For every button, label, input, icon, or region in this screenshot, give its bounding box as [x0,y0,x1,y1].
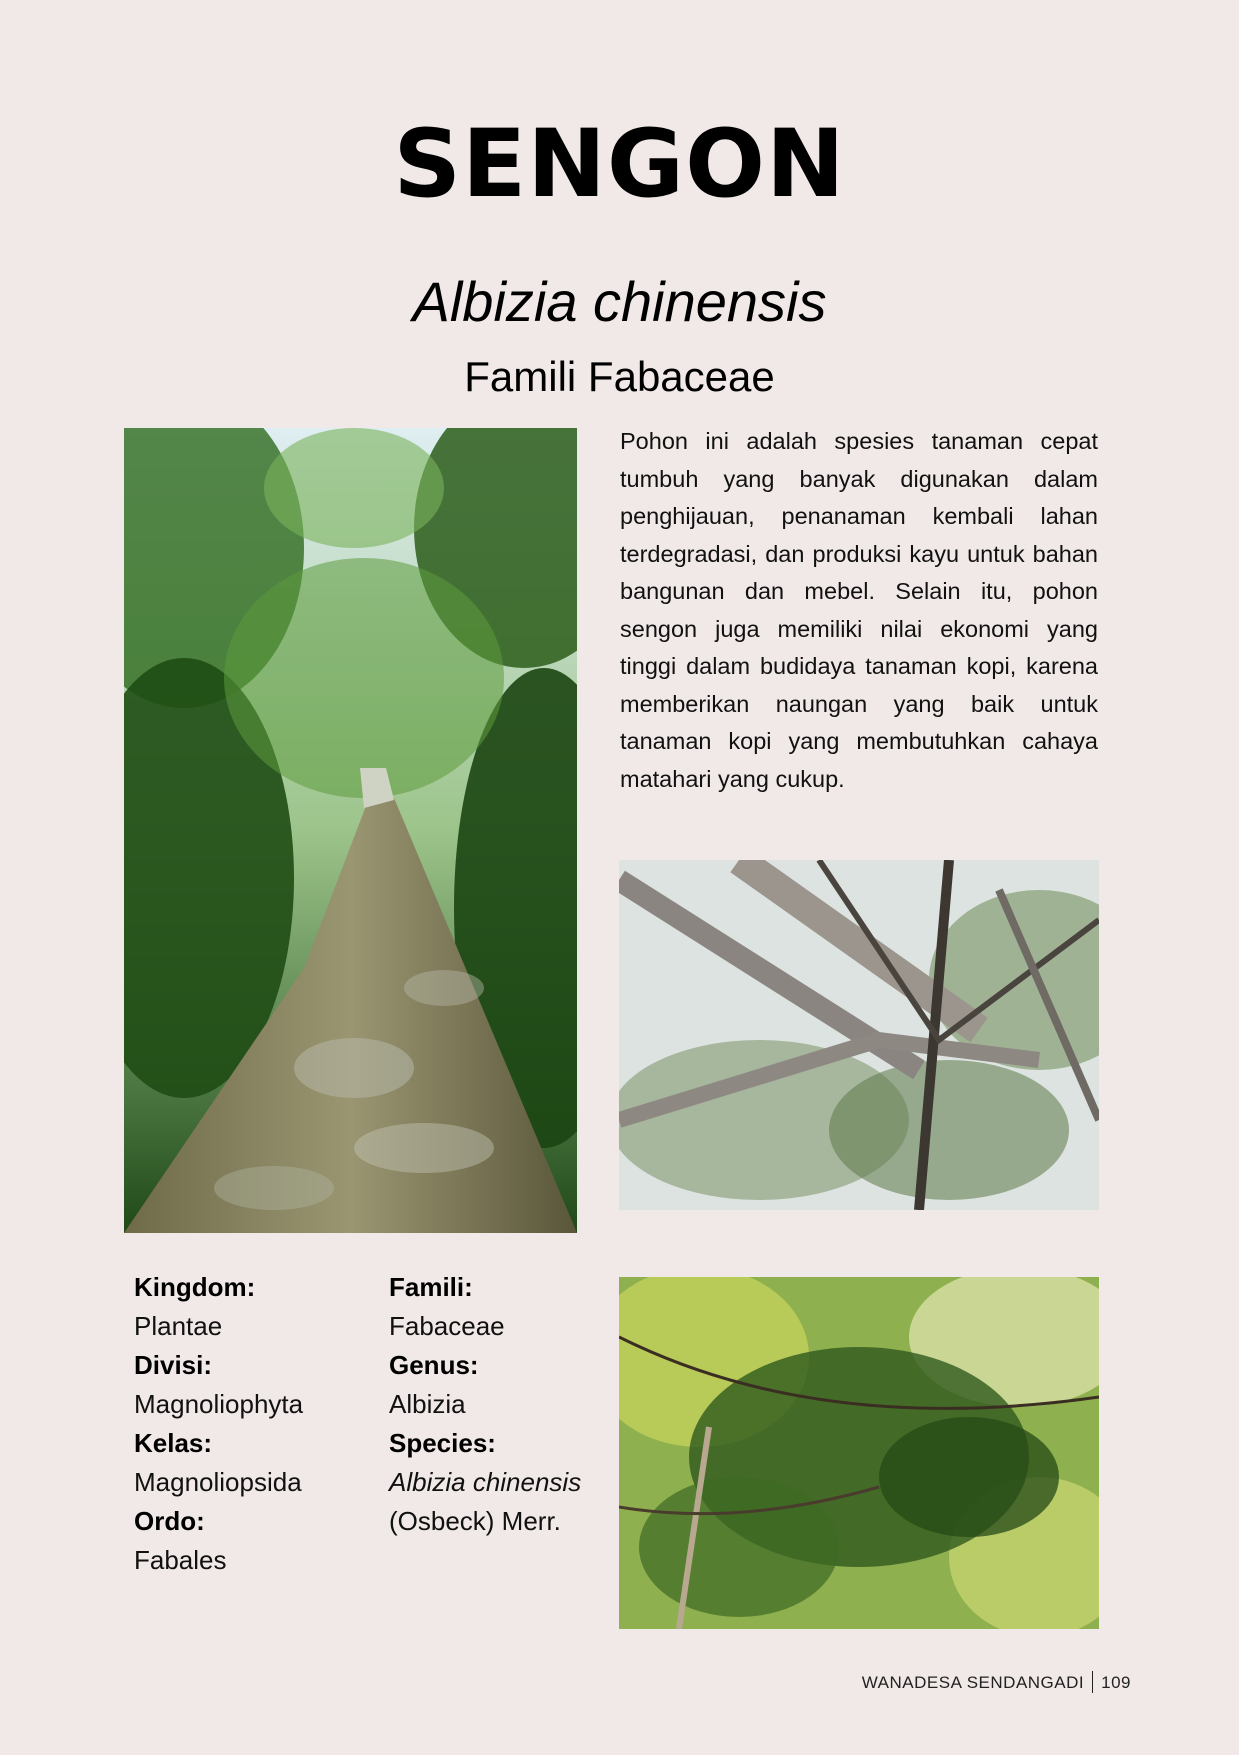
publication-name: WANADESA SENDANGADI [861,1673,1085,1692]
page-title: SENGON [393,110,846,219]
famili-label: Famili: [389,1272,473,1302]
species-author: (Osbeck) Merr. [389,1506,561,1536]
family-heading: Famili Fabaceae [464,353,775,400]
ordo-label: Ordo: [134,1506,205,1536]
footer-separator [1092,1671,1093,1693]
description-paragraph: Pohon ini adalah spesies tanaman cepat tumbuh yang banyak digunakan dalam penghijauan, penanaman kembali lahan terdegradasi, dan produksi kayu untuk bahan bangunan dan mebel. Selain itu, pohon sengon juga memiliki nilai ekonomi yang tinggi dalam budidaya tanaman kopi, karena memberikan naungan yang baik untuk tanaman kopi yang membutuhkan cahaya matahari yang cukup. [620,428,1098,792]
photo-leaves [619,1277,1099,1629]
photo-branches [619,860,1099,1210]
kingdom-label: Kingdom: [134,1272,256,1302]
genus-value: Albizia [389,1389,466,1419]
kelas-value: Magnoliopsida [134,1467,302,1497]
kingdom-value: Plantae [134,1311,223,1341]
species-value: Albizia chinensis [389,1467,582,1497]
taxonomy-right [389,1268,581,1541]
scientific-name: Albizia chinensis [412,270,827,333]
taxonomy-left [134,1268,303,1580]
kelas-label: Kelas: [134,1428,213,1458]
page-number: 109 [1101,1673,1131,1692]
genus-label: Genus: [389,1350,479,1380]
species-label: Species: [389,1428,496,1458]
ordo-value: Fabales [134,1545,227,1575]
photo-trunk [124,428,577,1233]
divisi-value: Magnoliophyta [134,1389,304,1419]
footer [862,1671,1131,1693]
divisi-label: Divisi: [134,1350,213,1380]
famili-value: Fabaceae [389,1311,505,1341]
